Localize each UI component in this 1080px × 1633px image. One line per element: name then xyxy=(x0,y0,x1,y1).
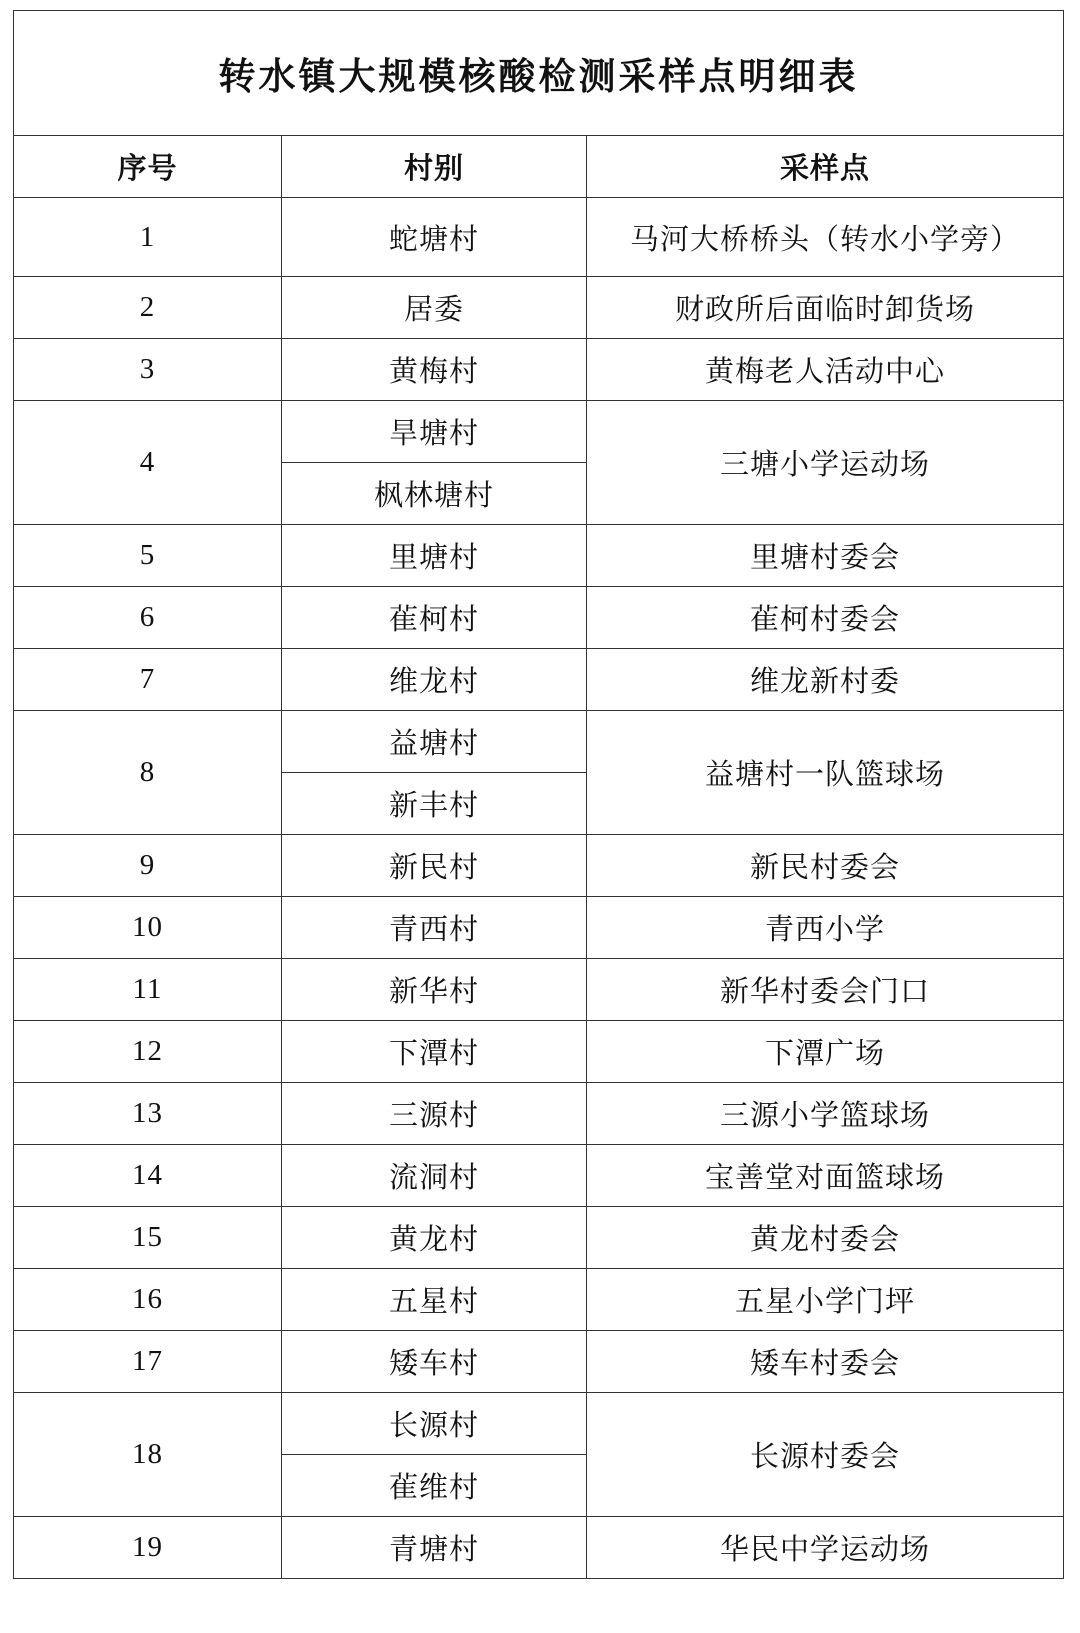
table-row xyxy=(14,339,1064,401)
table-row xyxy=(14,835,1064,897)
row-number: 11 xyxy=(14,959,282,1021)
row-number: 13 xyxy=(14,1083,282,1145)
table-row xyxy=(14,1331,1064,1393)
sampling-sites-table xyxy=(13,10,1064,1579)
sampling-site: 青西小学 xyxy=(587,897,1064,959)
village-name: 五星村 xyxy=(282,1269,587,1331)
village-name: 青西村 xyxy=(282,897,587,959)
sampling-site: 长源村委会 xyxy=(587,1393,1064,1517)
table-row xyxy=(14,525,1064,587)
sampling-site: 马河大桥桥头（转水小学旁） xyxy=(587,198,1064,277)
village-name: 下潭村 xyxy=(282,1021,587,1083)
row-number: 3 xyxy=(14,339,282,401)
village-name: 新华村 xyxy=(282,959,587,1021)
row-number: 8 xyxy=(14,711,282,835)
row-number: 17 xyxy=(14,1331,282,1393)
sampling-sites-document xyxy=(13,10,1063,1579)
table-row xyxy=(14,587,1064,649)
village-name: 蛇塘村 xyxy=(282,198,587,277)
sampling-site: 华民中学运动场 xyxy=(587,1517,1064,1579)
village-name: 旱塘村 xyxy=(282,401,587,463)
sampling-site: 新华村委会门口 xyxy=(587,959,1064,1021)
table-row xyxy=(14,649,1064,711)
header-row xyxy=(14,136,1064,198)
row-number: 5 xyxy=(14,525,282,587)
row-number: 1 xyxy=(14,198,282,277)
table-body xyxy=(14,198,1064,1579)
table-row xyxy=(14,1517,1064,1579)
table-row xyxy=(14,897,1064,959)
row-number: 6 xyxy=(14,587,282,649)
table-row xyxy=(14,711,1064,773)
village-name: 矮车村 xyxy=(282,1331,587,1393)
table-row xyxy=(14,1269,1064,1331)
table-row xyxy=(14,198,1064,277)
village-name: 新丰村 xyxy=(282,773,587,835)
sampling-site: 三塘小学运动场 xyxy=(587,401,1064,525)
row-number: 9 xyxy=(14,835,282,897)
village-name: 居委 xyxy=(282,277,587,339)
row-number: 10 xyxy=(14,897,282,959)
header-village: 村别 xyxy=(282,136,587,198)
sampling-site: 黄龙村委会 xyxy=(587,1207,1064,1269)
village-name: 枫林塘村 xyxy=(282,463,587,525)
row-number: 19 xyxy=(14,1517,282,1579)
village-name: 青塘村 xyxy=(282,1517,587,1579)
table-row xyxy=(14,1145,1064,1207)
table-row xyxy=(14,1083,1064,1145)
row-number: 18 xyxy=(14,1393,282,1517)
sampling-site: 五星小学门坪 xyxy=(587,1269,1064,1331)
table-row xyxy=(14,959,1064,1021)
header-site: 采样点 xyxy=(587,136,1064,198)
village-name: 长源村 xyxy=(282,1393,587,1455)
row-number: 4 xyxy=(14,401,282,525)
table-row xyxy=(14,1021,1064,1083)
sampling-site: 里塘村委会 xyxy=(587,525,1064,587)
sampling-site: 三源小学篮球场 xyxy=(587,1083,1064,1145)
village-name: 里塘村 xyxy=(282,525,587,587)
table-title: 转水镇大规模核酸检测采样点明细表 xyxy=(14,11,1064,136)
table-row xyxy=(14,401,1064,463)
village-name: 维龙村 xyxy=(282,649,587,711)
village-name: 黄梅村 xyxy=(282,339,587,401)
row-number: 2 xyxy=(14,277,282,339)
village-name: 黄龙村 xyxy=(282,1207,587,1269)
village-name: 新民村 xyxy=(282,835,587,897)
header-number: 序号 xyxy=(14,136,282,198)
sampling-site: 益塘村一队篮球场 xyxy=(587,711,1064,835)
sampling-site: 财政所后面临时卸货场 xyxy=(587,277,1064,339)
village-name: 三源村 xyxy=(282,1083,587,1145)
row-number: 14 xyxy=(14,1145,282,1207)
sampling-site: 雈柯村委会 xyxy=(587,587,1064,649)
village-name: 雈柯村 xyxy=(282,587,587,649)
row-number: 16 xyxy=(14,1269,282,1331)
sampling-site: 新民村委会 xyxy=(587,835,1064,897)
row-number: 7 xyxy=(14,649,282,711)
village-name: 雈维村 xyxy=(282,1455,587,1517)
sampling-site: 黄梅老人活动中心 xyxy=(587,339,1064,401)
sampling-site: 矮车村委会 xyxy=(587,1331,1064,1393)
village-name: 益塘村 xyxy=(282,711,587,773)
table-row xyxy=(14,1393,1064,1455)
sampling-site: 维龙新村委 xyxy=(587,649,1064,711)
table-row xyxy=(14,277,1064,339)
sampling-site: 下潭广场 xyxy=(587,1021,1064,1083)
sampling-site: 宝善堂对面篮球场 xyxy=(587,1145,1064,1207)
row-number: 12 xyxy=(14,1021,282,1083)
table-row xyxy=(14,1207,1064,1269)
row-number: 15 xyxy=(14,1207,282,1269)
village-name: 流洞村 xyxy=(282,1145,587,1207)
